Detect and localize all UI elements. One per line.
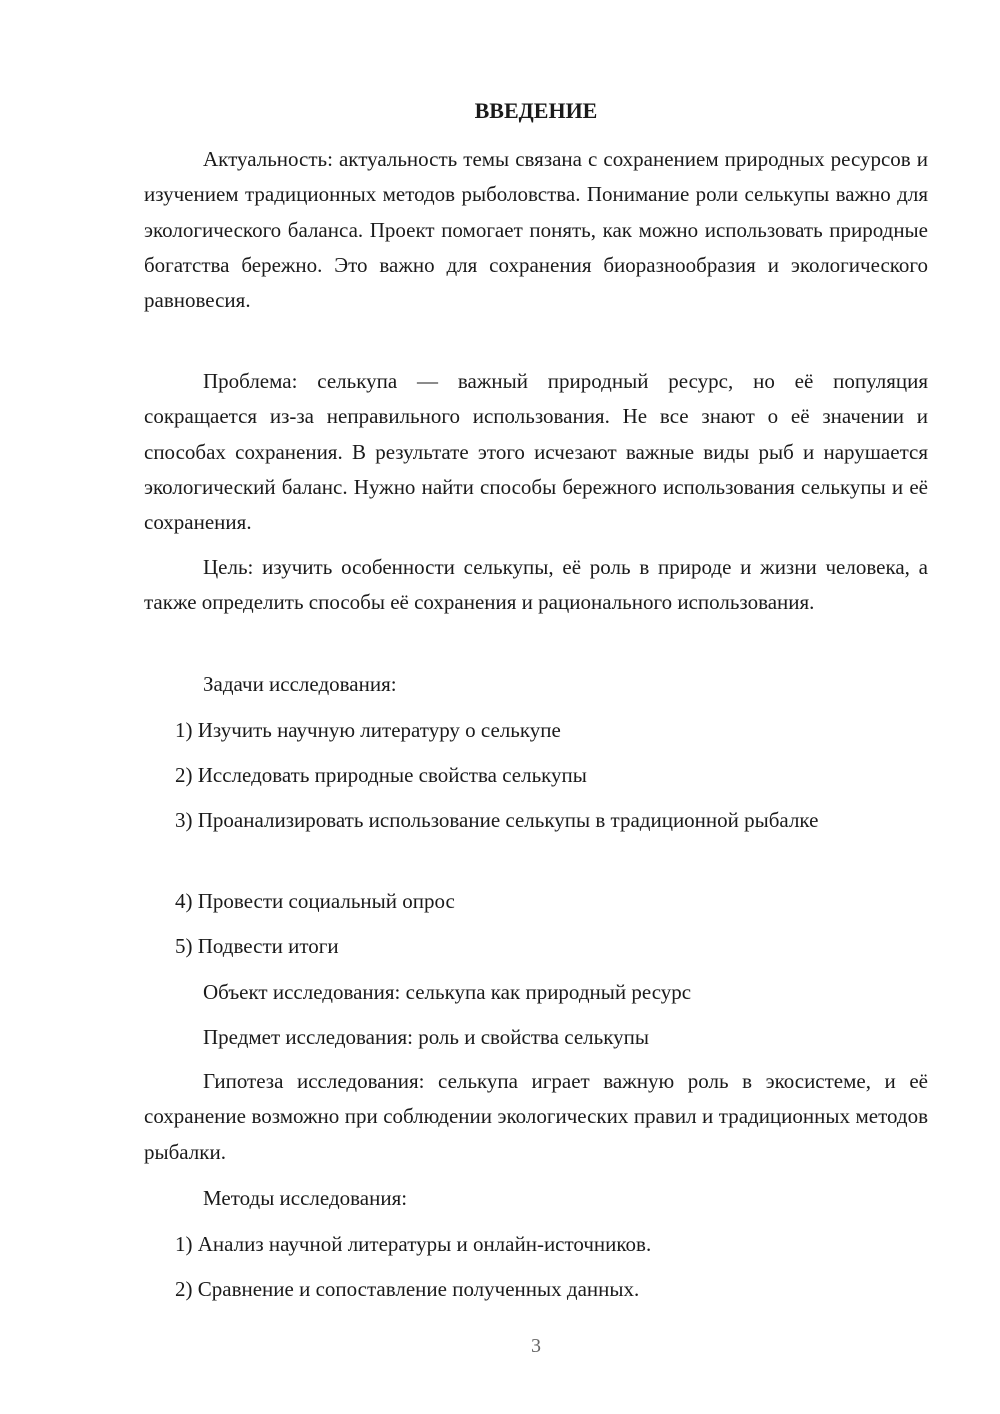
task-item-1: 1) Изучить научную литературу о селькупе	[175, 718, 561, 742]
object-line: Объект исследования: селькупа как природный ресурс	[203, 980, 692, 1004]
problem-paragraph: Проблема: селькупа — важный природный ресурс, но её популяция сокращается из-за неправильного использования. Не все знают о её значении и способах сохранения. В результате этого исчезают важные виды рыб и нарушается экологический баланс. Нужно найти способы бережного использования селькупы и её сохранения.	[144, 369, 928, 535]
method-item-1: 1) Анализ научной литературы и онлайн-источников.	[175, 1232, 652, 1256]
method-item-2: 2) Сравнение и сопоставление полученных данных.	[175, 1277, 640, 1301]
tasks-heading: Задачи исследования:	[203, 672, 397, 696]
task-item-3: 3) Проанализировать использование селькупы в традиционной рыбалке	[175, 808, 819, 832]
task-item-4: 4) Провести социальный опрос	[175, 889, 455, 913]
page-title: ВВЕДЕНИЕ	[474, 98, 598, 123]
subject-line: Предмет исследования: роль и свойства селькупы	[203, 1025, 649, 1049]
hypothesis-paragraph: Гипотеза исследования: селькупа играет важную роль в экосистеме, и её сохранение возможно при соблюдении экологических правил и традиционных методов рыбалки.	[144, 1069, 928, 1164]
page-number: 3	[531, 1335, 541, 1357]
task-item-5: 5) Подвести итоги	[175, 934, 339, 958]
goal-paragraph: Цель: изучить особенности селькупы, её роль в природе и жизни человека, а также определить способы её сохранения и рационального использования.	[144, 555, 928, 615]
methods-heading: Методы исследования:	[203, 1186, 408, 1210]
relevance-paragraph: Актуальность: актуальность темы связана с сохранением природных ресурсов и изучением традиционных методов рыболовства. Понимание роли селькупы важно для экологического баланса. Проект помогает понять, как можно использовать природные богатства бережно. Это важно для сохранения биоразнообразия и экологического равновесия.	[144, 147, 928, 313]
task-item-2: 2) Исследовать природные свойства селькупы	[175, 763, 587, 787]
